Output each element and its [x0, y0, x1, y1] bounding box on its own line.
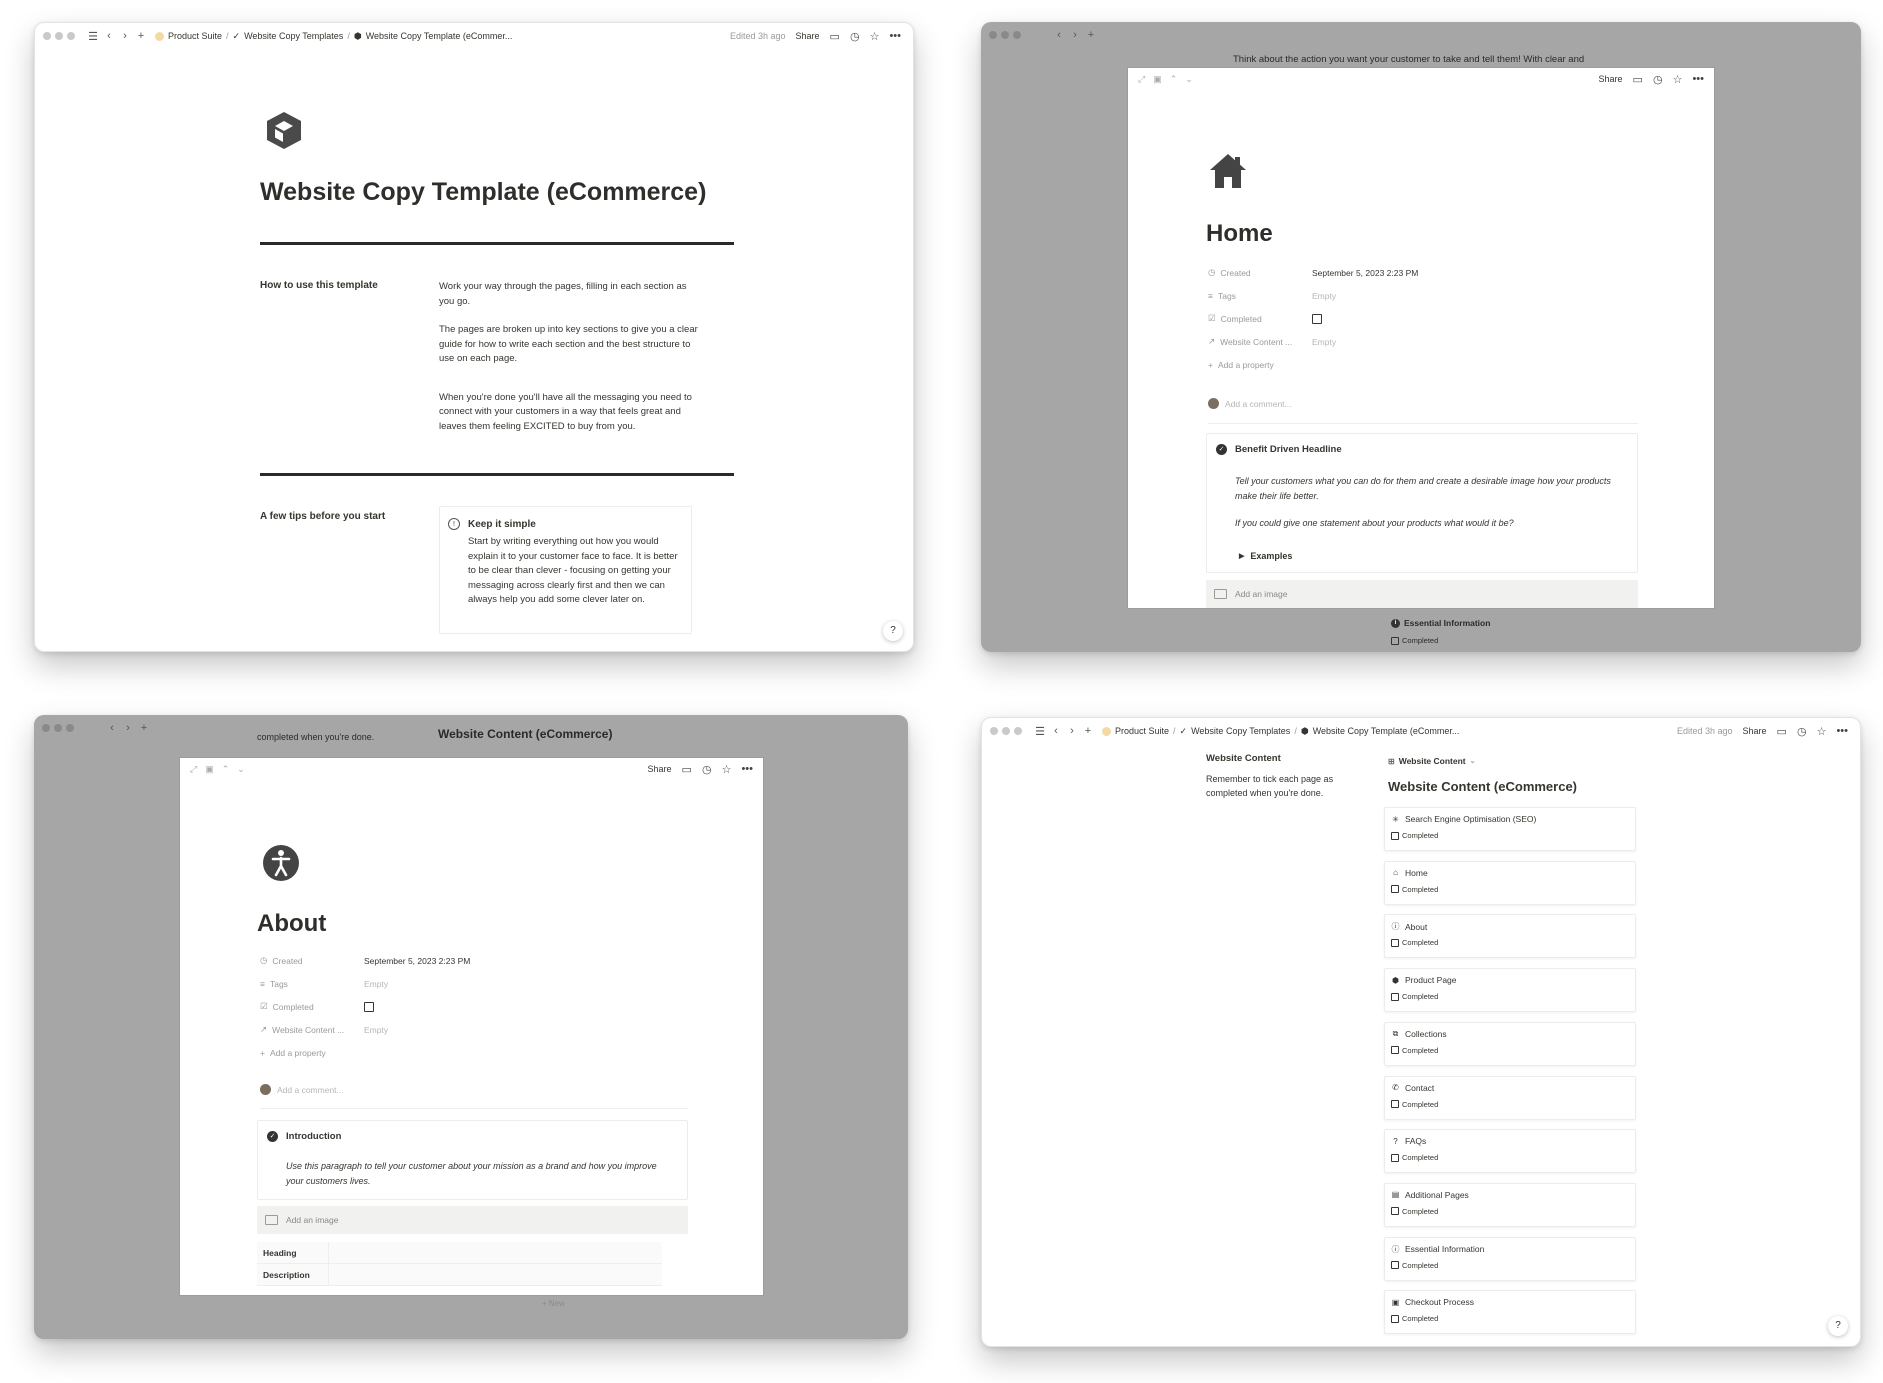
avatar [260, 1084, 271, 1095]
next-icon[interactable]: ⌄ [237, 763, 245, 774]
checklist-icon: ✓ [1179, 725, 1188, 736]
sidepeek-icon[interactable]: ▣ [205, 763, 214, 774]
item-label: Essential Information [1404, 618, 1491, 628]
window-home-page [981, 22, 1861, 652]
history-icon[interactable]: ◷ [849, 30, 860, 43]
cube-icon: ⬢ [1300, 725, 1309, 736]
add-image-label: Add an image [286, 1215, 339, 1225]
breadcrumb-item[interactable]: Website Copy Templates [244, 31, 344, 41]
background-item [1391, 618, 1490, 628]
callout-text: Tell your customers what you can do for them and create a desirable image how your products make their life better. [1235, 476, 1611, 501]
headline-callout[interactable] [1206, 433, 1638, 573]
history-icon[interactable]: ◷ [1796, 725, 1807, 738]
checkbox-label: Completed [1402, 831, 1439, 840]
prop-label: Tags [1217, 290, 1236, 301]
relation-icon: ↗ [260, 1024, 268, 1034]
checkbox-prop-icon: ☑ [1208, 313, 1216, 323]
edited-status: Edited 3h ago [729, 31, 786, 41]
database-view-tab[interactable] [1388, 756, 1475, 766]
page-card-title: Contact [1405, 1082, 1435, 1093]
page-card-title: Checkout Process [1405, 1297, 1474, 1308]
comment-icon[interactable]: ▭ [1776, 725, 1787, 738]
list-icon: ≡ [260, 978, 265, 989]
breadcrumb-item[interactable]: Website Copy Templates [1191, 726, 1291, 736]
checkbox-label: Completed [1402, 1314, 1439, 1324]
window-about-page [34, 715, 908, 1339]
traffic-lights[interactable] [43, 32, 75, 40]
prev-icon[interactable]: ⌃ [1169, 73, 1178, 84]
prop-label: Website Content ... [1220, 336, 1293, 347]
prop-label: Tags [269, 978, 288, 989]
more-icon[interactable]: ••• [889, 30, 901, 42]
new-tab-icon[interactable]: + [1084, 725, 1092, 737]
background-heading: Website Content (eCommerce) [438, 727, 613, 741]
tip-body: Start by writing everything out how you would explain it to your customer face to face. It is better to be clear than clever - focusing on getting your messaging across clearly first and then we can always help you add some clever later on. [468, 536, 678, 606]
checkbox-label: Completed [1402, 884, 1439, 894]
chevron-down-icon: ⌄ [1469, 758, 1476, 765]
clock-icon: ◷ [260, 955, 268, 965]
grid-icon: ⊞ [1388, 756, 1395, 766]
toggle-label: Examples [1250, 551, 1293, 561]
window-toolbar [35, 23, 913, 49]
edited-status: Edited 3h ago [1676, 726, 1733, 736]
more-icon[interactable]: ••• [1692, 73, 1704, 85]
prop-label: Created [1220, 267, 1251, 278]
page-card-title: Additional Pages [1405, 1189, 1469, 1200]
tags-value[interactable]: Empty [364, 978, 389, 989]
callout-text: Use this paragraph to tell your customer about your mission as a brand and how you improve your customers lives. [286, 1161, 657, 1186]
clock-icon: ◷ [1208, 267, 1216, 277]
tip-callout[interactable] [439, 506, 692, 634]
created-value: September 5, 2023 2:23 PM [1312, 267, 1419, 278]
relation-icon: ↗ [1208, 336, 1216, 346]
prev-icon[interactable]: ⌃ [221, 763, 230, 774]
star-icon[interactable]: ☆ [1816, 725, 1827, 738]
info-icon: i [1391, 619, 1400, 628]
new-tab-icon[interactable]: + [137, 30, 145, 42]
page-card[interactable] [1384, 861, 1636, 905]
page-card-title: Home [1405, 867, 1428, 878]
help-button[interactable]: ? [883, 621, 903, 641]
prop-label: Created [272, 955, 303, 966]
paragraph: When you're done you'll have all the messaging you need to connect with your customers in a way that feels great and leaves them feeling EXCITED to buy from you. [439, 391, 692, 432]
completed-checkbox [1391, 637, 1399, 645]
add-property-button[interactable]: Add a property [1217, 359, 1274, 370]
page-title[interactable]: Home [1206, 220, 1273, 247]
check-circle-icon: ✓ [1216, 444, 1227, 455]
completed-checkbox[interactable] [364, 1002, 374, 1012]
star-icon[interactable]: ☆ [721, 763, 732, 776]
avatar [1208, 398, 1219, 409]
page-card-title: FAQs [1405, 1136, 1427, 1147]
plus-icon: + [260, 1047, 265, 1058]
completed-checkbox[interactable] [1391, 1261, 1399, 1269]
document-icon: ▤ [1391, 1190, 1400, 1200]
workspace-icon [155, 32, 164, 41]
expand-icon[interactable]: ⤢ [1138, 73, 1146, 84]
help-button[interactable]: ? [1828, 1316, 1848, 1336]
list-icon: ≡ [1208, 290, 1213, 301]
more-icon[interactable]: ••• [1836, 725, 1848, 737]
background-item-status [1391, 636, 1438, 645]
modal-toolbar [180, 758, 763, 780]
info-icon: ⓘ [1391, 1244, 1400, 1254]
traffic-lights[interactable] [990, 727, 1022, 735]
window-toolbar [982, 718, 1860, 744]
breadcrumb: Product Suite / ✓ Website Copy Templates / ⬢ Website Copy Template (eCommer... [1102, 726, 1459, 737]
clock-icon: ! [448, 518, 460, 530]
sidepeek-icon[interactable]: ▣ [1153, 73, 1162, 84]
website-content-value[interactable]: Empty [1312, 336, 1337, 347]
new-tab-icon[interactable]: + [140, 722, 148, 734]
page-card[interactable] [1384, 1076, 1636, 1120]
phone-icon: ✆ [1392, 1083, 1399, 1092]
box-icon: ⬢ [1392, 975, 1399, 985]
prop-label: Website Content ... [272, 1024, 345, 1035]
comment-placeholder: Add a comment... [277, 1084, 344, 1095]
examples-toggle[interactable] [1239, 551, 1292, 561]
add-property-button[interactable]: Add a property [269, 1047, 326, 1058]
table-row[interactable] [257, 1242, 662, 1264]
content-table [257, 1242, 662, 1286]
forward-icon[interactable]: › [123, 30, 127, 42]
back-icon[interactable]: ‹ [110, 722, 114, 734]
page-card[interactable] [1384, 1183, 1636, 1227]
menu-icon[interactable]: ☰ [88, 30, 98, 43]
checkbox-prop-icon: ☑ [260, 1001, 268, 1011]
prop-label: Completed [1220, 313, 1262, 324]
page-title: Website Copy Template (eCommerce) [260, 178, 707, 206]
menu-icon[interactable]: ☰ [1035, 725, 1045, 738]
sparkle-icon: ✳ [1392, 814, 1399, 824]
background-text: Think about the action you want your customer to take and tell them! With clear and [1233, 54, 1585, 65]
database-title: Website Content (eCommerce) [1388, 779, 1578, 794]
completed-checkbox[interactable] [1391, 1154, 1399, 1162]
properties [260, 949, 470, 1064]
page-card-title: Search Engine Optimisation (SEO) [1405, 814, 1537, 824]
basket-icon: ▣ [1391, 1297, 1400, 1307]
question-icon: ? [1393, 1136, 1398, 1146]
page-icon-person [262, 844, 300, 882]
website-content-value[interactable]: Empty [364, 1024, 389, 1035]
triangle-right-icon: ▶ [1239, 553, 1245, 560]
background-new: + New [542, 1299, 565, 1308]
page-peek-modal [1128, 68, 1714, 608]
completed-checkbox[interactable] [1391, 939, 1399, 947]
how-to-label: How to use this template [260, 280, 378, 291]
breadcrumb-item[interactable]: Website Copy Template (eCommer... [1312, 726, 1460, 736]
comment-row[interactable] [260, 1084, 344, 1095]
properties [1208, 261, 1418, 376]
prop-label: Completed [272, 1001, 314, 1012]
comment-row[interactable] [1208, 398, 1292, 409]
callout-text: If you could give one statement about your products what would it be? [1235, 518, 1514, 528]
history-icon[interactable]: ◷ [1652, 73, 1663, 86]
share-button[interactable]: Share [795, 31, 820, 41]
share-button[interactable]: Share [647, 764, 672, 774]
star-icon[interactable]: ☆ [869, 30, 880, 43]
breadcrumb-item[interactable]: Website Copy Template (eCommer... [365, 31, 513, 41]
callout-title: Introduction [286, 1131, 342, 1142]
page-card-title: About [1405, 921, 1428, 932]
callout-title: Benefit Driven Headline [1235, 444, 1342, 455]
page-peek-modal [180, 758, 763, 1295]
paragraph: The pages are broken up into key sections to give you a clear guide for how to write each section and the best structure to use on each page. [439, 324, 698, 364]
page-icon-cube [263, 109, 305, 151]
back-icon[interactable]: ‹ [1054, 725, 1058, 737]
page-card[interactable] [1384, 1022, 1636, 1066]
page-card-title: Essential Information [1405, 1244, 1485, 1255]
window-template-overview [34, 22, 914, 652]
more-icon[interactable]: ••• [741, 763, 753, 775]
checkbox-label: Completed [1402, 992, 1439, 1002]
checkbox-label: Completed [1402, 1045, 1439, 1055]
page-card[interactable] [1384, 1290, 1636, 1334]
completed-checkbox[interactable] [1391, 885, 1399, 893]
image-icon [265, 1215, 278, 1225]
completed-checkbox[interactable] [1391, 1315, 1399, 1323]
cube-icon: ⬢ [353, 30, 362, 41]
shapes-icon: ⧉ [1392, 1028, 1399, 1038]
forward-icon[interactable]: › [126, 722, 130, 734]
forward-icon[interactable]: › [1070, 725, 1074, 737]
add-image-bar[interactable] [1206, 580, 1638, 608]
checkbox-label: Completed [1402, 1260, 1439, 1270]
home-icon: ⌂ [1393, 868, 1398, 878]
completed-checkbox[interactable] [1391, 832, 1399, 840]
page-card[interactable] [1384, 914, 1636, 958]
how-to-text [439, 280, 701, 434]
back-icon[interactable]: ‹ [1057, 29, 1061, 41]
side-text: Remember to tick each page as completed when you're done. [1206, 774, 1334, 798]
checkbox-label: Completed [1402, 636, 1439, 645]
check-circle-icon: ✓ [267, 1131, 278, 1142]
add-image-label: Add an image [1235, 589, 1288, 599]
page-card-title: Collections [1405, 1028, 1447, 1039]
divider [1208, 423, 1638, 424]
table-row[interactable] [257, 1264, 662, 1286]
tags-value[interactable]: Empty [1312, 290, 1337, 301]
divider [260, 242, 734, 245]
comment-icon[interactable]: ▭ [681, 763, 692, 776]
row-label: Description [257, 1264, 329, 1285]
breadcrumb-item[interactable]: Product Suite [1115, 726, 1170, 736]
next-icon[interactable]: ⌄ [1185, 73, 1193, 84]
page-card[interactable] [1384, 1237, 1636, 1281]
comment-icon[interactable]: ▭ [829, 30, 840, 43]
page-title[interactable]: About [257, 910, 327, 937]
new-tab-icon[interactable]: + [1087, 29, 1095, 41]
view-label: Website Content [1398, 756, 1466, 766]
checkbox-label: Completed [1402, 1153, 1439, 1163]
image-icon [1214, 589, 1227, 599]
modal-toolbar [1128, 68, 1714, 90]
back-icon[interactable]: ‹ [107, 30, 111, 42]
expand-icon[interactable]: ⤢ [190, 763, 198, 774]
completed-checkbox[interactable] [1391, 993, 1399, 1001]
page-card[interactable] [1384, 807, 1636, 851]
completed-checkbox[interactable] [1391, 1046, 1399, 1054]
workspace-icon [1102, 727, 1111, 736]
window-toolbar [981, 22, 1861, 48]
page-card[interactable] [1384, 1129, 1636, 1173]
history-icon[interactable]: ◷ [701, 763, 712, 776]
page-card[interactable] [1384, 968, 1636, 1012]
page-card-title: Product Page [1405, 975, 1457, 986]
breadcrumb: Product Suite / ✓ Website Copy Templates / ⬢ Website Copy Template (eCommer... [155, 31, 512, 42]
completed-checkbox[interactable] [1391, 1100, 1399, 1108]
window-website-content [981, 717, 1861, 1347]
share-button[interactable]: Share [1598, 74, 1623, 84]
introduction-callout[interactable] [257, 1120, 688, 1200]
plus-icon: + [1208, 359, 1213, 370]
add-image-bar[interactable] [257, 1206, 688, 1234]
checkbox-label: Completed [1402, 938, 1439, 948]
forward-icon[interactable]: › [1073, 29, 1077, 41]
background-text: completed when you're done. [257, 732, 375, 742]
row-label: Heading [257, 1242, 329, 1263]
page-icon-home [1208, 152, 1248, 190]
info-icon: ⓘ [1391, 922, 1400, 932]
checkbox-label: Completed [1402, 1206, 1439, 1216]
checkbox-label: Completed [1402, 1099, 1439, 1109]
tips-label: A few tips before you start [260, 511, 386, 522]
star-icon[interactable]: ☆ [1672, 73, 1683, 86]
comment-icon[interactable]: ▭ [1632, 73, 1643, 86]
divider [260, 473, 734, 476]
paragraph: Work your way through the pages, filling in each section as you go. [439, 281, 687, 307]
created-value: September 5, 2023 2:23 PM [364, 955, 471, 966]
completed-checkbox[interactable] [1391, 1207, 1399, 1215]
completed-checkbox[interactable] [1312, 314, 1322, 324]
checklist-icon: ✓ [232, 30, 241, 41]
side-title: Website Content [1206, 753, 1281, 764]
traffic-lights[interactable] [42, 724, 74, 732]
divider [260, 1108, 688, 1109]
comment-placeholder: Add a comment... [1225, 398, 1292, 409]
share-button[interactable]: Share [1742, 726, 1767, 736]
tip-title: Keep it simple [468, 519, 536, 530]
traffic-lights[interactable] [989, 31, 1021, 39]
breadcrumb-item[interactable]: Product Suite [168, 31, 223, 41]
